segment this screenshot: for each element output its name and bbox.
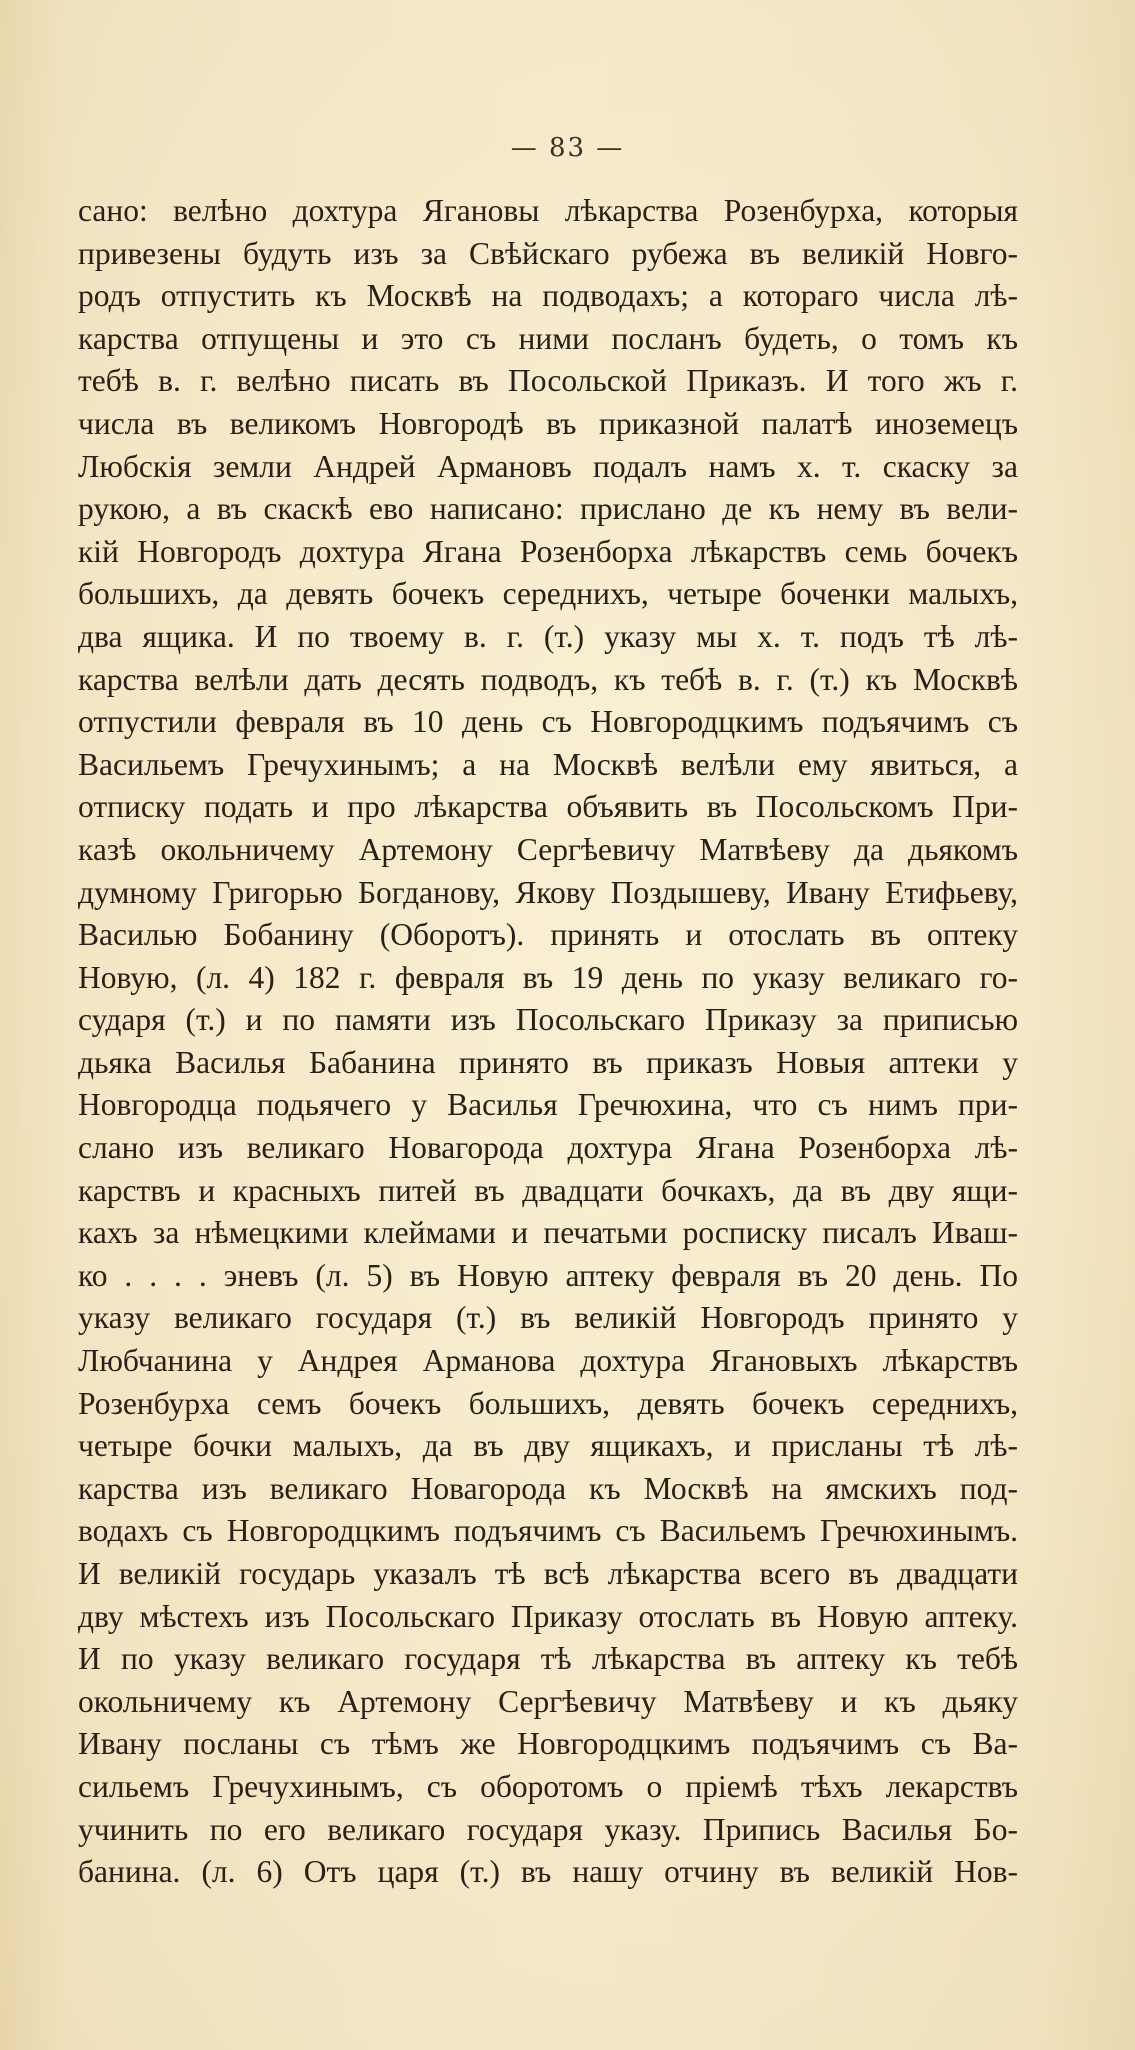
text-line: слано изъ великаго Новагорода дохтура Ягана Розенборха лѣ- xyxy=(78,1130,1018,1166)
page-number: — 83 — xyxy=(510,133,625,163)
text-line: ко . . . . эневъ (л. 5) въ Новую аптеку февраля въ 20 день. По xyxy=(78,1257,1018,1293)
text-line: Новую, (л. 4) 182 г. февраля въ 19 день по указу великаго го- xyxy=(78,959,1018,995)
text-line: банина. (л. 6) Отъ царя (т.) въ нашу отчину въ великій Нов- xyxy=(78,1854,1018,1890)
text-line: карства велѣли дать десять подводъ, къ тебѣ в. г. (т.) къ Москвѣ xyxy=(78,661,1018,697)
text-line: Василью Бобанину (Оборотъ). принять и отослать въ оптеку xyxy=(78,917,1018,953)
text-line: карствъ и красныхъ питей въ двадцати бочкахъ, да въ дву ящи- xyxy=(78,1172,1018,1208)
text-line: Васильемъ Гречухинымъ; а на Москвѣ велѣли ему явиться, а xyxy=(78,746,1018,782)
text-line: сударя (т.) и по памяти изъ Посольскаго Приказу за приписью xyxy=(78,1002,1018,1038)
text-line: Ивану посланы съ тѣмъ же Новгородцкимъ подъячимъ съ Ва- xyxy=(78,1726,1018,1762)
text-line: думному Григорью Богданову, Якову Поздышеву, Ивану Етифьеву, xyxy=(78,874,1018,910)
text-line: дву мѣстехъ изъ Посольскаго Приказу отослать въ Новую аптеку. xyxy=(78,1598,1018,1634)
text-line: тебѣ в. г. велѣно писать въ Посольской Приказъ. И того жъ г. xyxy=(78,363,1018,399)
text-line: водахъ съ Новгородцкимъ подъячимъ съ Васильемъ Гречюхинымъ. xyxy=(78,1513,1018,1549)
text-line: отпустили февраля въ 10 день съ Новгородцкимъ подъячимъ съ xyxy=(78,704,1018,740)
text-line: Любскія земли Андрей Армановъ подалъ намъ х. т. скаску за xyxy=(78,448,1018,484)
text-line: кахъ за нѣмецкими клеймами и печатьми росписку писалъ Иваш- xyxy=(78,1215,1018,1251)
text-line: Любчанина у Андрея Арманова дохтура Ягановыхъ лѣкарствъ xyxy=(78,1343,1018,1379)
text-line: отписку подать и про лѣкарства объявить въ Посольскомъ При- xyxy=(78,789,1018,825)
text-line: учинить по его великаго государя указу. Припись Василья Бо- xyxy=(78,1811,1018,1847)
text-line: большихъ, да девять бочекъ середнихъ, четыре боченки малыхъ, xyxy=(78,576,1018,612)
text-line: родъ отпустить къ Москвѣ на подводахъ; а котораго числа лѣ- xyxy=(78,278,1018,314)
text-line: карства изъ великаго Новагорода къ Москвѣ на ямскихъ под- xyxy=(78,1470,1018,1506)
text-line: сильемъ Гречухинымъ, съ оборотомъ о пріемѣ тѣхъ лекарствъ xyxy=(78,1768,1018,1804)
text-line: И по указу великаго государя тѣ лѣкарства въ аптеку къ тебѣ xyxy=(78,1641,1018,1677)
text-line: дьяка Василья Бабанина принято въ приказъ Новыя аптеки у xyxy=(78,1044,1018,1080)
text-line: числа въ великомъ Новгородѣ въ приказной палатѣ иноземецъ xyxy=(78,405,1018,441)
text-line: кій Новгородъ дохтура Ягана Розенборха лѣкарствъ семь бочекъ xyxy=(78,533,1018,569)
text-line: указу великаго государя (т.) въ великій Новгородъ принято у xyxy=(78,1300,1018,1336)
text-body xyxy=(78,190,1018,1894)
text-line: казѣ окольничему Артемону Сергѣевичу Матвѣеву да дьякомъ xyxy=(78,831,1018,867)
text-line: привезены будуть изъ за Свѣйскаго рубежа въ великій Новго- xyxy=(78,235,1018,271)
text-line: Розенбурха семъ бочекъ большихъ, девять бочекъ середнихъ, xyxy=(78,1385,1018,1421)
text-line: четыре бочки малыхъ, да въ дву ящикахъ, и присланы тѣ лѣ- xyxy=(78,1428,1018,1464)
text-line: карства отпущены и это съ ними посланъ будеть, о томъ къ xyxy=(78,320,1018,356)
text-line: И великій государь указалъ тѣ всѣ лѣкарства всего въ двадцати xyxy=(78,1556,1018,1591)
text-line: Новгородца подьячего у Василья Гречюхина, что съ нимъ при- xyxy=(78,1087,1018,1123)
text-line: два ящика. И по твоему в. г. (т.) указу мы х. т. подъ тѣ лѣ- xyxy=(78,618,1018,654)
text-line: рукою, а въ скаскѣ ево написано: прислано де къ нему въ вели- xyxy=(78,491,1018,527)
text-line: сано: велѣно дохтура Ягановы лѣкарства Розенбурха, которыя xyxy=(78,193,1018,228)
text-line: окольничему къ Артемону Сергѣевичу Матвѣеву и къ дьяку xyxy=(78,1683,1018,1719)
